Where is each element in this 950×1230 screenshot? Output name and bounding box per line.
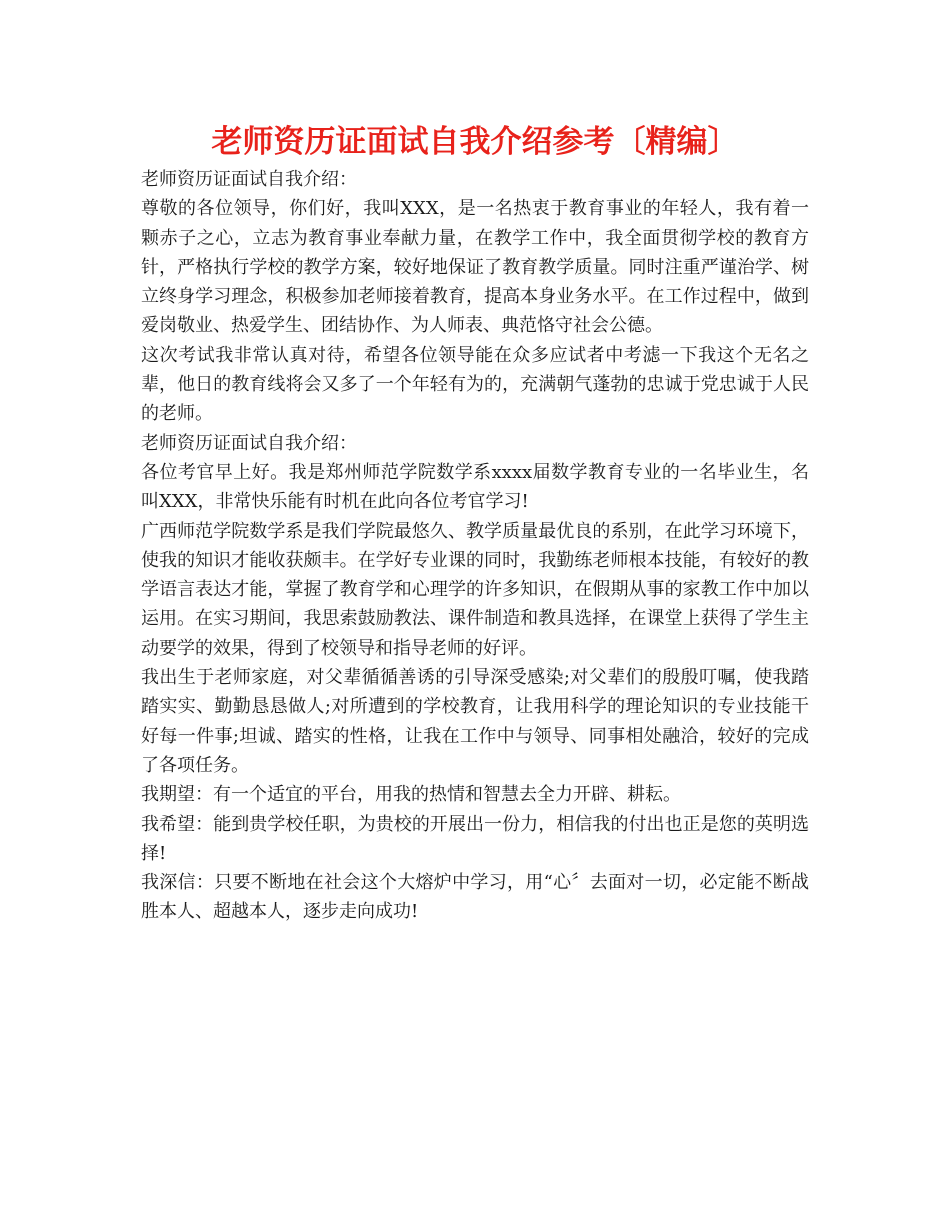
paragraph-heading-2: 老师资历证面试自我介绍： [141,432,357,454]
paragraph: 广西师范学院数学系是我们学院最悠久、教学质量最优良的系别，在此学习环境下，使我的知识才能收获颇丰。在学好专业课的同时，我勤练老师根本技能，有较好的教学语言表达才能，掌握了教育学和心理学的许多知识，在假期从事的家教工作中加以运用。在实习期间，我思索鼓励教法、课件制造和教具选择，在课堂上获得了学生主动要学的效果，得到了校领导和指导老师的好评。 [141,520,809,659]
document-body [141,165,809,927]
paragraph: 尊敬的各位领导，你们好，我叫XXX，是一名热衷于教育事业的年轻人，我有着一颗赤子之心，立志为教育事业奉献力量，在教学工作中，我全面贯彻学校的教育方针，严格执行学校的教学方案，较好地保证了教育教学质量。同时注重严谨治学、树立终身学习理念，积极参加老师接着教育，提高本身业务水平。在工作过程中，做到爱岗敬业、热爱学生、团结协作、为人师表、典范恪守社会公德。 [141,198,809,337]
document-title: 老师资历证面试自我介绍参考〔精编〕 [211,124,739,160]
paragraph-heading-1: 老师资历证面试自我介绍： [141,169,357,190]
paragraph: 我希望：能到贵学校任职，为贵校的开展出一份力，相信我的付出也正是您的英明选择! [141,813,809,864]
paragraph: 各位考官早上好。我是郑州师范学院数学系xxxx届数学教育专业的一名毕业生，名叫XXX，非常快乐能有时机在此向各位考官学习! [141,461,809,513]
paragraph: 我期望：有一个适宜的平台，用我的热情和智慧去全力开辟、耕耘。 [141,784,681,806]
paragraph: 我出生于老师家庭，对父辈循循善诱的引导深受感染;对父辈们的殷殷叮嘱，使我踏踏实实、勤勤恳恳做人;对所遭到的学校教育，让我用科学的理论知识的专业技能干好每一件事;坦诚、踏实的性格，让我在工作中与领导、同事相处融洽，较好的完成了各项任务。 [141,667,809,776]
paragraph: 我深信：只要不断地在社会这个大熔炉中学习，用“心〞去面对一切，必定能不断战胜本人、超越本人，逐步走向成功! [141,872,809,923]
paragraph: 这次考试我非常认真对待，希望各位领导能在众多应试者中考滤一下我这个无名之辈，他日的教育线将会又多了一个年轻有为的，充满朝气蓬勃的忠诚于党忠诚于人民的老师。 [141,344,809,425]
